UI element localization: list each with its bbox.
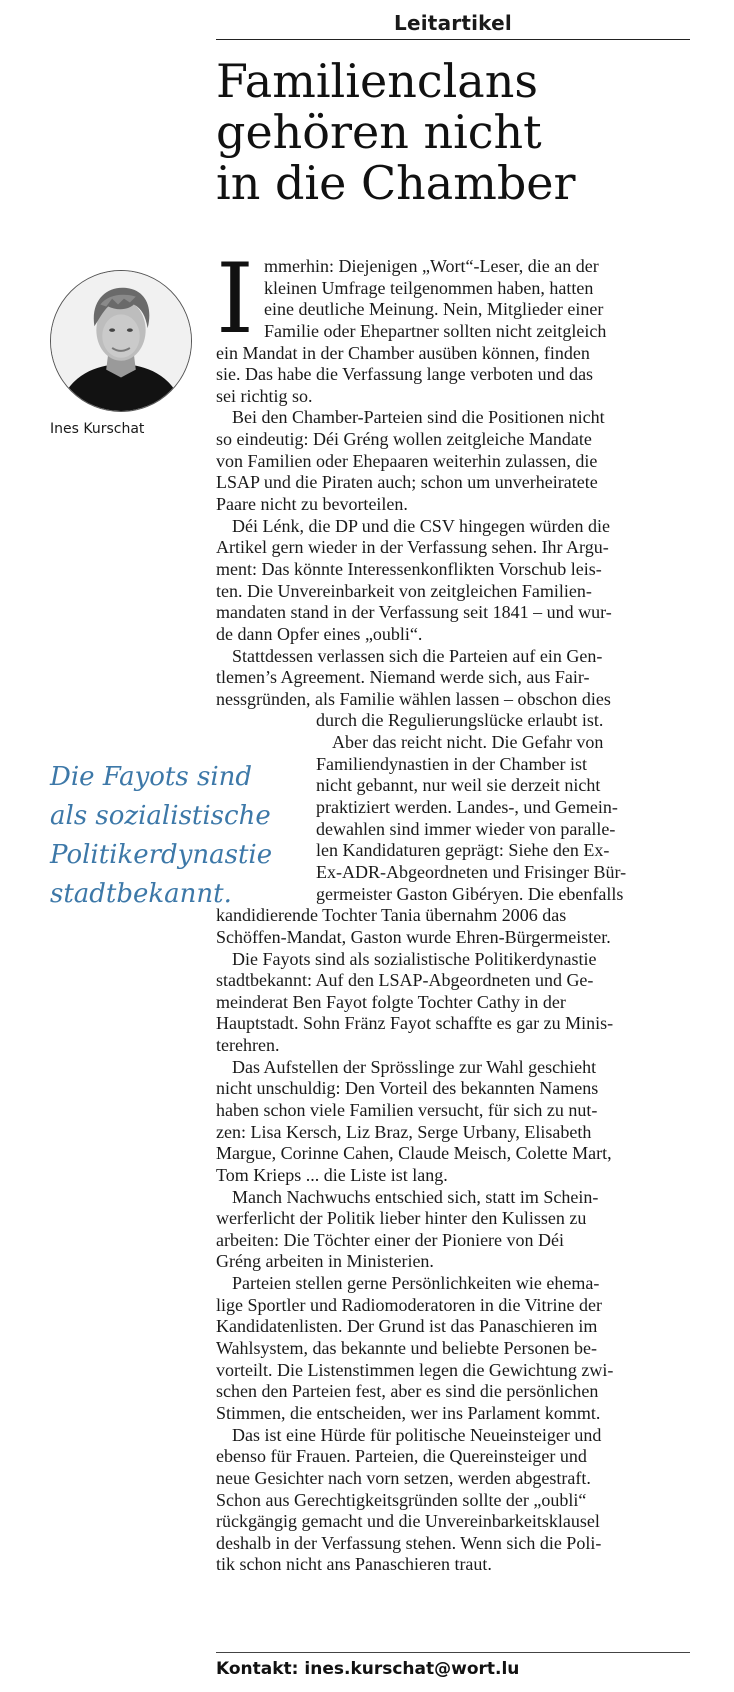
body-line: meinderat Ben Fayot folgte Tochter Cathy in der xyxy=(216,991,566,1012)
body-line: Artikel gern wieder in der Verfassung sehen. Ihr Argu- xyxy=(216,537,609,558)
body-line: Familiendynastien in der Chamber ist xyxy=(316,753,587,774)
body-line: Paare nicht zu bevorteilen. xyxy=(216,494,408,515)
body-line: ein Mandat in der Chamber ausüben können, finden xyxy=(216,342,590,363)
body-line: haben schon viele Familien versucht, für sich zu nut- xyxy=(216,1099,598,1120)
body-line: mandaten stand in der Verfassung seit 1841 – und wur- xyxy=(216,602,612,623)
body-line: terehren. xyxy=(216,1035,280,1056)
body-line: Kandidatenlisten. Der Grund ist das Panaschieren im xyxy=(216,1316,598,1337)
body-line: nessgründen, als Familie wählen lassen – obschon dies xyxy=(216,688,611,709)
pull-quote-line: stadtbekannt. xyxy=(50,879,232,909)
body-line: Ex-ADR-Abgeordneten und Frisinger Bür- xyxy=(316,861,627,882)
body-line: lige Sportler und Radiomoderatoren in die Vitrine der xyxy=(216,1294,602,1315)
body-line: werferlicht der Politik lieber hinter den Kulissen zu xyxy=(216,1208,587,1229)
section-rubric: Leitartikel xyxy=(216,8,690,40)
author-portrait-icon xyxy=(51,271,191,411)
pull-quote-line: als sozialistische xyxy=(50,801,271,831)
body-line: germeister Gaston Gibéryen. Die ebenfalls xyxy=(316,883,624,904)
body-line: Gréng arbeiten in Ministerien. xyxy=(216,1251,434,1272)
body-line: mmerhin: Diejenigen „Wort“-Leser, die an der xyxy=(264,256,599,276)
body-line: nicht gebannt, nur weil sie derzeit nicht xyxy=(316,775,601,796)
body-line: rückgängig gemacht und die Unvereinbarkeitsklausel xyxy=(216,1511,600,1532)
body-line: durch die Regulierungslücke erlaubt ist. xyxy=(316,710,604,731)
body-line: sie. Das habe die Verfassung lange verboten und das xyxy=(216,364,594,385)
body-line: Manch Nachwuchs entschied sich, statt im Schein- xyxy=(232,1186,599,1207)
body-line: Schon aus Gerechtigkeitsgründen sollte der „oubli“ xyxy=(216,1489,587,1510)
body-line: eine deutliche Meinung. Nein, Mitglieder einer xyxy=(264,299,604,320)
body-line: nicht unschuldig: Den Vorteil des bekannten Namens xyxy=(216,1078,599,1099)
body-line: Schöffen-Mandat, Gaston wurde Ehren-Bürgermeister. xyxy=(216,926,611,947)
body-line: von Familien oder Ehepaaren weiterhin zulassen, die xyxy=(216,450,598,471)
headline-line: in die Chamber xyxy=(216,156,576,210)
body-line: len Kandidaturen geprägt: Siehe den Ex- xyxy=(316,840,610,861)
body-line: kandidierende Tochter Tania übernahm 2006 das xyxy=(216,905,567,926)
drop-cap: I xyxy=(216,243,254,355)
author-name: Ines Kurschat xyxy=(50,421,145,437)
body-line: LSAP und die Piraten auch; schon um unverheiratete xyxy=(216,472,598,493)
body-line: zen: Lisa Kersch, Liz Braz, Serge Urbany, Elisabeth xyxy=(216,1121,592,1142)
body-line: Die Fayots sind als sozialistische Politikerdynastie xyxy=(232,948,597,969)
body-line: Das ist eine Hürde für politische Neueinsteiger und xyxy=(232,1424,602,1445)
body-line: arbeiten: Die Töchter einer der Pioniere von Déi xyxy=(216,1229,565,1250)
body-line: Bei den Chamber-Parteien sind die Positionen nicht xyxy=(232,407,605,428)
body-line: stadtbekannt: Auf den LSAP-Abgeordneten und Ge- xyxy=(216,970,594,991)
body-line: kleinen Umfrage teilgenommen haben, hatten xyxy=(264,277,594,298)
author-photo xyxy=(50,270,192,412)
body-line: ebenso für Frauen. Parteien, die Quereinsteiger und xyxy=(216,1446,587,1467)
body-line: deshalb in der Verfassung stehen. Wenn sich die Poli- xyxy=(216,1532,602,1553)
body-line: Tom Krieps ... die Liste ist lang. xyxy=(216,1164,448,1185)
pull-quote-line: Politikerdynastie xyxy=(50,840,273,870)
article-headline xyxy=(216,56,696,209)
body-line: Déi Lénk, die DP und die CSV hingegen würden die xyxy=(232,515,610,536)
body-line: tlemen’s Agreement. Niemand werde sich, aus Fair- xyxy=(216,667,590,688)
body-line: tik schon nicht ans Panaschieren traut. xyxy=(216,1554,492,1575)
body-line: Stimmen, die entscheiden, wer ins Parlament kommt. xyxy=(216,1402,601,1423)
body-line: dewahlen sind immer wieder von paralle- xyxy=(316,818,616,839)
body-line: ten. Die Unvereinbarkeit von zeitgleichen Familien- xyxy=(216,580,592,601)
body-line: sei richtig so. xyxy=(216,385,313,406)
contact-footer: Kontakt: ines.kurschat@wort.lu xyxy=(216,1652,690,1682)
body-line: schen den Parteien fest, aber es sind die persönlichen xyxy=(216,1381,599,1402)
body-line: vorteilt. Die Listenstimmen legen die Gewichtung zwi- xyxy=(216,1359,614,1380)
body-line: Margue, Corinne Cahen, Claude Meisch, Colette Mart, xyxy=(216,1143,612,1164)
body-line: Aber das reicht nicht. Die Gefahr von xyxy=(332,732,604,753)
body-line: Wahlsystem, das bekannte und beliebte Personen be- xyxy=(216,1338,597,1359)
body-line: Stattdessen verlassen sich die Parteien auf ein Gen- xyxy=(232,645,603,666)
pull-quote-line: Die Fayots sind xyxy=(50,762,253,792)
body-line: Familie oder Ehepartner sollten nicht zeitgleich xyxy=(264,320,607,341)
body-line: ment: Das könnte Interessenkonflikten Vorschub leis- xyxy=(216,558,602,579)
body-line: Das Aufstellen der Sprösslinge zur Wahl geschieht xyxy=(232,1056,597,1077)
body-line: Hauptstadt. Sohn Fränz Fayot schaffte es gar zu Minis- xyxy=(216,1013,614,1034)
article-body xyxy=(216,243,692,1576)
body-line: de dann Opfer eines „oubli“. xyxy=(216,623,423,644)
body-line: neue Gesichter nach vorn setzen, werden abgestraft. xyxy=(216,1467,591,1488)
body-line: praktiziert werden. Landes-, und Gemein- xyxy=(316,797,618,818)
headline-line: Familienclans xyxy=(216,54,538,108)
headline-line: gehören nicht xyxy=(216,105,542,159)
body-line: so eindeutig: Déi Gréng wollen zeitgleiche Mandate xyxy=(216,429,592,450)
body-line: Parteien stellen gerne Persönlichkeiten wie ehema- xyxy=(232,1273,600,1294)
